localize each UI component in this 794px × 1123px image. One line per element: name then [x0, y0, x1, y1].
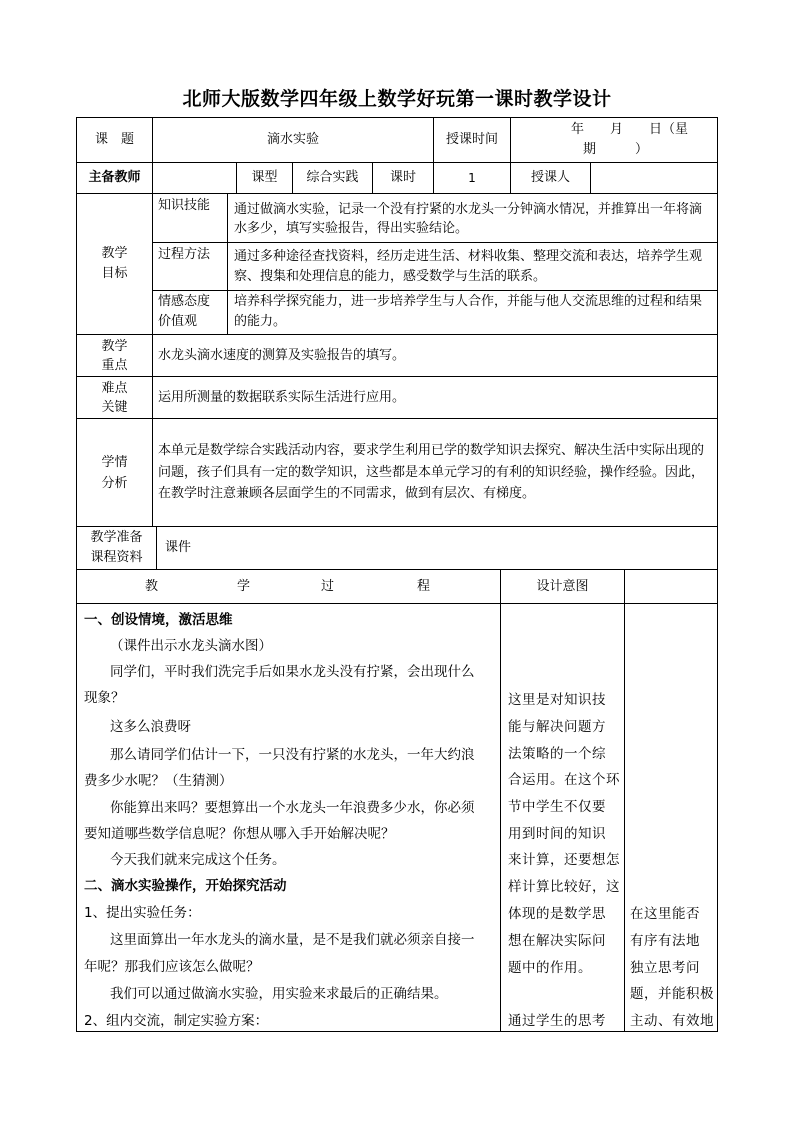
process-line: 今天我们就来完成这个任务。	[110, 852, 286, 868]
process-line: 我们可以通过做滴水实验，用实验来求最后的正确结果。	[110, 986, 448, 1002]
process-line: 那么请同学们估计一下，一只没有拧紧的水龙头，一年大约浪	[110, 747, 475, 763]
objective-name-emotion-line-2: 价值观	[158, 314, 198, 329]
note-header	[625, 570, 717, 603]
intent-line: 这里是对知识技	[508, 692, 606, 708]
process-header-char-4: 程	[417, 579, 431, 594]
preparation-label-line-1: 教学准备	[90, 530, 143, 545]
intent-line: 通过学生的思考	[508, 1013, 606, 1029]
process-header-char-3: 过	[321, 579, 335, 594]
preparer-label: 主备教师	[88, 170, 141, 185]
difficulty-label	[77, 377, 152, 418]
note-line: 有序有法地	[630, 933, 700, 949]
process-line: 1、提出实验任务：	[84, 905, 201, 921]
time-label: 授课时间	[445, 132, 498, 147]
type-value: 综合实践	[306, 170, 359, 185]
process-line: 你能算出来吗？要想算出一个水龙头一年浪费多少水，你必须	[110, 800, 475, 816]
process-header-char-1: 教	[145, 579, 159, 594]
note-line: 独立思考问	[630, 960, 700, 976]
preparation-label-line-2: 课程资料	[90, 550, 143, 565]
intent-header: 设计意图	[536, 578, 589, 594]
objective-name-emotion	[153, 291, 227, 334]
difficulty-label-line-2: 关键	[101, 399, 128, 415]
intent-line: 体现的是数学思	[508, 906, 606, 922]
intent-line: 用到时间的知识	[508, 826, 606, 842]
intent-line: 合运用。在这个环	[508, 772, 620, 788]
time-value-line-1: 年 月 日（星	[571, 122, 689, 137]
objectives-label	[77, 194, 152, 334]
analysis-text: 本单元是数学综合实践活动内容，要求学生利用已学的数学知识去探究、解决生活中实际出现的问题，孩子们具有一定的数学知识，这些都是本单元学习的有利的知识经验，操作经验。因此，在教学时注意兼顾各层面学生的不同需求，做到有层次、有梯度。	[158, 443, 705, 501]
intent-line: 能与解决问题方	[508, 719, 606, 735]
objective-text-emotion: 培养科学探究能力，进一步培养学生与人合作，并能与他人交流思维的过程和结果的能力。	[234, 294, 703, 329]
process-line: 现象？	[84, 690, 125, 706]
process-line: 年呢？那我们应该怎么做呢？	[84, 959, 260, 975]
process-header	[77, 570, 500, 603]
process-line: 费多少水呢？（生猜测）	[84, 773, 233, 789]
preparer-value	[153, 163, 236, 193]
note-line: 在这里能否	[630, 906, 700, 922]
intent-line: 题中的作用。	[508, 960, 592, 976]
process-line: 同学们，平时我们洗完手后如果水龙头没有拧紧，会出现什么	[110, 664, 475, 680]
process-line: 这多么浪费呀	[110, 719, 191, 735]
preparation-label	[77, 527, 156, 569]
objectives-label-line-2: 目标	[101, 266, 128, 281]
intent-line: 来计算，还要想怎	[508, 852, 620, 868]
process-header-char-2: 学	[237, 579, 251, 594]
topic-label: 课 题	[94, 132, 134, 147]
objective-text-process: 通过多种途径查找资料，经历走进生活、材料收集、整理交流和表达，培养学生观察、搜集和处理信息的能力，感受数学与生活的联系。	[234, 249, 703, 284]
difficulty-label-line-1: 难点	[101, 380, 128, 396]
note-line: 题，并能积极	[630, 986, 714, 1002]
type-label: 课型	[251, 170, 278, 185]
objective-name-process: 过程方法	[158, 247, 211, 262]
analysis-label-line-1: 学情	[101, 454, 128, 470]
objective-text-knowledge: 通过做滴水实验，记录一个没有拧紧的水龙头一分钟滴水情况，并推算出一年将滴水多少，填写实验报告，得出实验结论。	[234, 202, 703, 236]
preparation-text: 课件	[165, 540, 192, 555]
intent-line: 节中学生不仅要	[508, 799, 606, 815]
objectives-label-line-1: 教学	[101, 246, 128, 261]
key-point-label-line-1: 教学	[101, 338, 128, 354]
intent-line: 想在解决实际问	[508, 933, 606, 949]
period-value: 1	[468, 171, 476, 185]
difficulty-text: 运用所测量的数据联系实际生活进行应用。	[158, 389, 406, 405]
analysis-label-line-2: 分析	[101, 475, 128, 491]
intent-line: 法策略的一个综	[508, 746, 606, 762]
process-line: 二、滴水实验操作，开始探究活动	[84, 878, 287, 894]
teacher-label: 授课人	[530, 170, 570, 185]
teacher-value	[591, 163, 717, 193]
process-line: 这里面算出一年水龙头的滴水量，是不是我们就必须亲自接一	[110, 932, 475, 948]
process-line: 要知道哪些数学信息呢？你想从哪入手开始解决呢？	[84, 826, 395, 842]
intent-line: 样计算比较好，这	[508, 879, 620, 895]
period-label: 课时	[389, 170, 416, 185]
process-line: （课件出示水龙头滴水图）	[110, 638, 272, 654]
objective-name-emotion-line-1: 情感态度	[158, 294, 211, 309]
objective-name-knowledge: 知识技能	[158, 198, 211, 213]
key-point-label-line-2: 重点	[101, 357, 128, 373]
time-value	[511, 118, 717, 162]
process-line: 2、组内交流，制定实验方案：	[84, 1013, 269, 1029]
analysis-label	[77, 419, 152, 526]
document-title: 北师大版数学四年级上数学好玩第一课时教学设计	[182, 88, 612, 110]
note-line: 主动、有效地	[630, 1013, 714, 1029]
topic-value: 滴水实验	[266, 132, 319, 147]
process-line: 一、创设情境，激活思维	[84, 612, 233, 628]
key-point-label	[77, 335, 152, 376]
key-point-text: 水龙头滴水速度的测算及实验报告的填写。	[158, 347, 406, 363]
time-value-line-2: 期 ）	[583, 142, 649, 157]
